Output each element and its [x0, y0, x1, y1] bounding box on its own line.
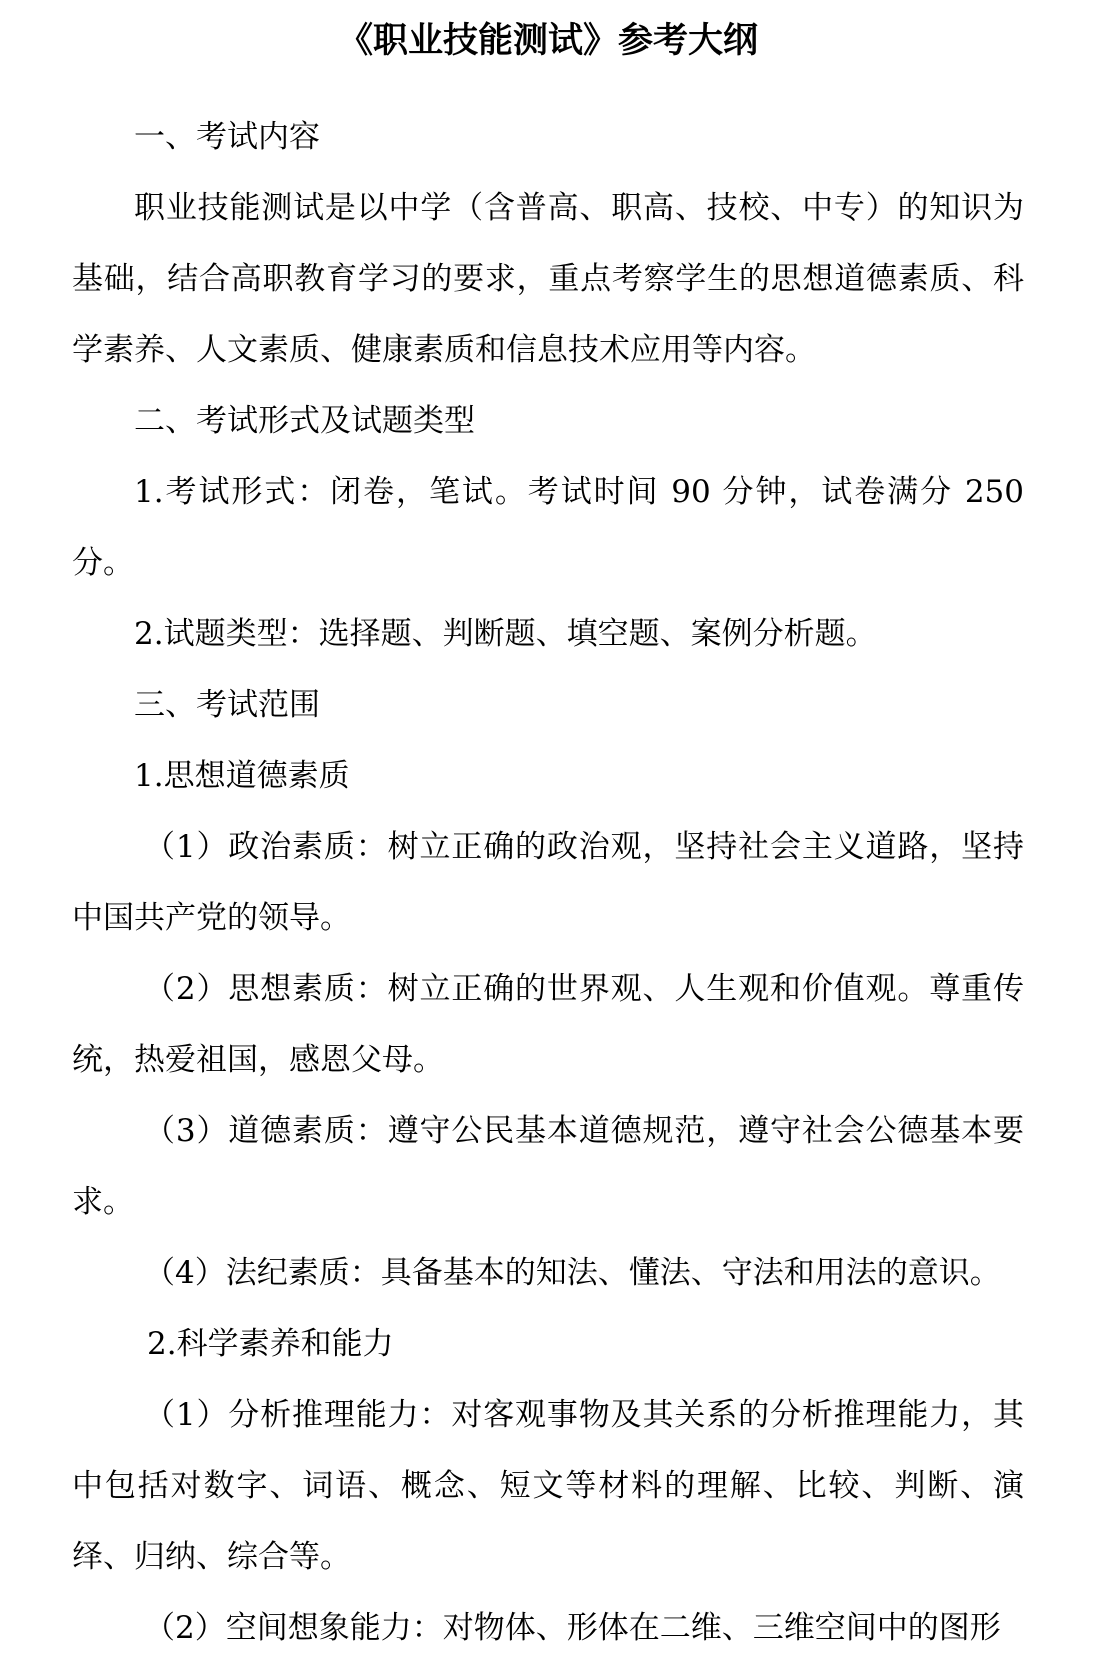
paragraph-exam-format: 1.考试形式：闭卷，笔试。考试时间 90 分钟，试卷满分 250 分。: [72, 474, 1024, 581]
list-item-ideological: （2）思想素质：树立正确的世界观、人生观和价值观。尊重传统，热爱祖国，感恩父母。: [72, 971, 1024, 1078]
subsection-heading-moral: 1.思想道德素质: [134, 758, 350, 794]
document-page: [72, 0, 1024, 1664]
document-body: [72, 102, 1024, 1664]
subsection-heading-science: 2.科学素养和能力: [147, 1326, 394, 1362]
section-heading-1: 一、考试内容: [134, 119, 320, 155]
list-item-legal: （4）法纪素质：具备基本的知法、懂法、守法和用法的意识。: [144, 1255, 1001, 1291]
paragraph-exam-content: 职业技能测试是以中学（含普高、职高、技校、中专）的知识为基础，结合高职教育学习的要求，重点考察学生的思想道德素质、科学素养、人文素质、健康素质和信息技术应用等内容。: [72, 190, 1024, 368]
section-heading-2: 二、考试形式及试题类型: [134, 403, 475, 439]
list-item-spatial: （2）空间想象能力：对物体、形体在二维、三维空间中的图形: [144, 1610, 1001, 1646]
list-item-political: （1）政治素质：树立正确的政治观，坚持社会主义道路，坚持中国共产党的领导。: [72, 829, 1024, 936]
section-heading-3: 三、考试范围: [134, 687, 320, 723]
list-item-ethical: （3）道德素质：遵守公民基本道德规范，遵守社会公德基本要求。: [72, 1113, 1024, 1220]
paragraph-question-types: 2.试题类型：选择题、判断题、填空题、案例分析题。: [134, 616, 877, 652]
document-title: 《职业技能测试》参考大纲: [337, 20, 758, 61]
list-item-reasoning: （1）分析推理能力：对客观事物及其关系的分析推理能力，其中包括对数字、词语、概念、短文等材料的理解、比较、判断、演绎、归纳、综合等。: [72, 1397, 1024, 1575]
